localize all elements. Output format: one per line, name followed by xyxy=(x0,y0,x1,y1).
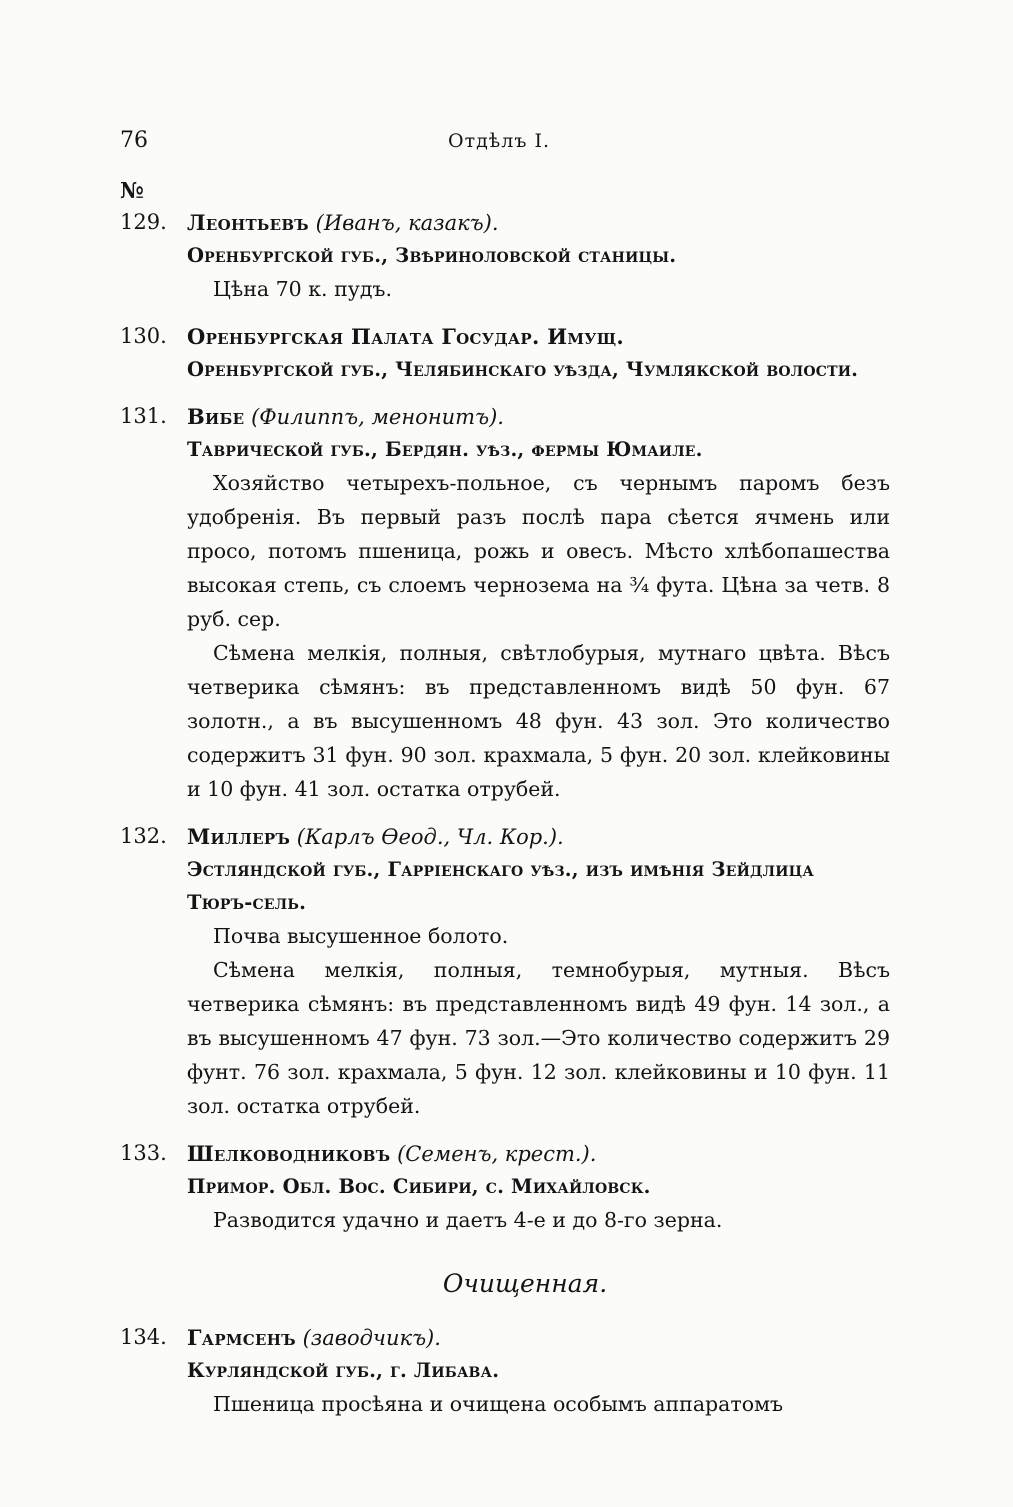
entry-number: 133. xyxy=(120,1141,167,1165)
exhibitor-name: Шелководниковъ xyxy=(187,1141,391,1166)
number-sign: № xyxy=(120,178,144,204)
section-title: Очищенная. xyxy=(442,1269,608,1298)
entry-132 xyxy=(120,820,890,1123)
entry-paragraph: Сѣмена мелкія, полныя, свѣтлобурыя, мутнаго цвѣта. Вѣсъ четверика сѣмянъ: въ представленномъ видѣ 50 фун. 67 золотн., а въ высушенномъ 48 фун. 43 зол. Это количество содержитъ 31 фун. 90 зол. крахмала, 5 фун. 20 зол. клейковины и 10 фун. 41 зол. остатка отрубей. xyxy=(187,641,890,801)
exhibitor-name: Миллеръ xyxy=(187,824,291,849)
entry-number: 134. xyxy=(120,1325,167,1349)
entry-130 xyxy=(120,320,890,386)
entry-133 xyxy=(120,1137,890,1237)
exhibitor-desc: (Карлъ Ѳеод., Чл. Кор.). xyxy=(296,825,564,849)
entry-paragraph: Пшеница просѣяна и очищена особымъ аппаратомъ xyxy=(213,1392,784,1416)
entry-number: 129. xyxy=(120,210,167,234)
page-header xyxy=(120,128,900,164)
exhibitor-name: Гармсенъ xyxy=(187,1325,296,1350)
entry-note: Цѣна 70 к. пудъ. xyxy=(213,277,392,301)
entry-location: Курляндской губ., г. Либава. xyxy=(187,1359,500,1382)
exhibitor-desc: (Семенъ, крест.). xyxy=(397,1142,597,1166)
exhibitor-name: Оренбургская Палата Государ. Имущ. xyxy=(187,324,625,349)
entry-location: Эстляндской губ., Гаррiенскаго уѣз., изъ имѣнія Зейдлица xyxy=(187,858,814,881)
exhibitor-name: Вибе xyxy=(187,404,245,429)
entry-134 xyxy=(120,1321,890,1421)
entry-129 xyxy=(120,206,890,306)
page-number: 76 xyxy=(120,128,148,153)
exhibitor-desc: (Филиппъ, менонитъ). xyxy=(251,405,504,429)
entry-number: 131. xyxy=(120,404,167,428)
entry-131 xyxy=(120,400,890,806)
entry-location: Оренбургской губ., Звѣриноловской станицы. xyxy=(187,244,677,267)
entry-location: Таврической губ., Бердян. уѣз., фермы Юмаиле. xyxy=(187,438,703,461)
entry-location-cont: Тюръ-сель. xyxy=(187,891,307,914)
exhibitor-name: Леонтьевъ xyxy=(187,210,309,235)
exhibitor-desc: (Иванъ, казакъ). xyxy=(315,211,499,235)
entry-number: 132. xyxy=(120,824,167,848)
running-head: Отдѣлъ I. xyxy=(448,130,550,152)
entry-location: Оренбургской губ., Челябинскаго уѣзда, Чумлякской волости. xyxy=(187,358,859,381)
entry-paragraph: Почва высушенное болото. xyxy=(213,924,509,948)
entry-location: Примор. Обл. Вос. Сибири, с. Михайловск. xyxy=(187,1175,651,1198)
exhibitor-desc: (заводчикъ). xyxy=(302,1326,441,1350)
entry-number: 130. xyxy=(120,324,167,348)
entry-paragraph: Сѣмена мелкія, полныя, темнобурыя, мутныя. Вѣсъ четверика сѣмянъ: въ представленномъ видѣ 49 фун. 14 зол., а въ высушенномъ 47 фун. 73 зол.—Это количество содержитъ 29 фунт. 76 зол. крахмала, 5 фун. 12 зол. клейковины и 10 фун. 11 зол. остатка отрубей. xyxy=(187,958,890,1118)
entry-paragraph: Хозяйство четырехъ-польное, съ чернымъ паромъ безъ удобренія. Въ первый разъ послѣ пара сѣется ячмень или просо, потомъ пшеница, рожь и овесъ. Мѣсто хлѣбопашества высокая степь, съ слоемъ чернозема на ¾ фута. Цѣна за четв. 8 руб. сер. xyxy=(187,471,890,631)
entries-list xyxy=(120,206,890,1435)
entry-note: Разводится удачно и даетъ 4-е и до 8-го зерна. xyxy=(213,1208,723,1232)
